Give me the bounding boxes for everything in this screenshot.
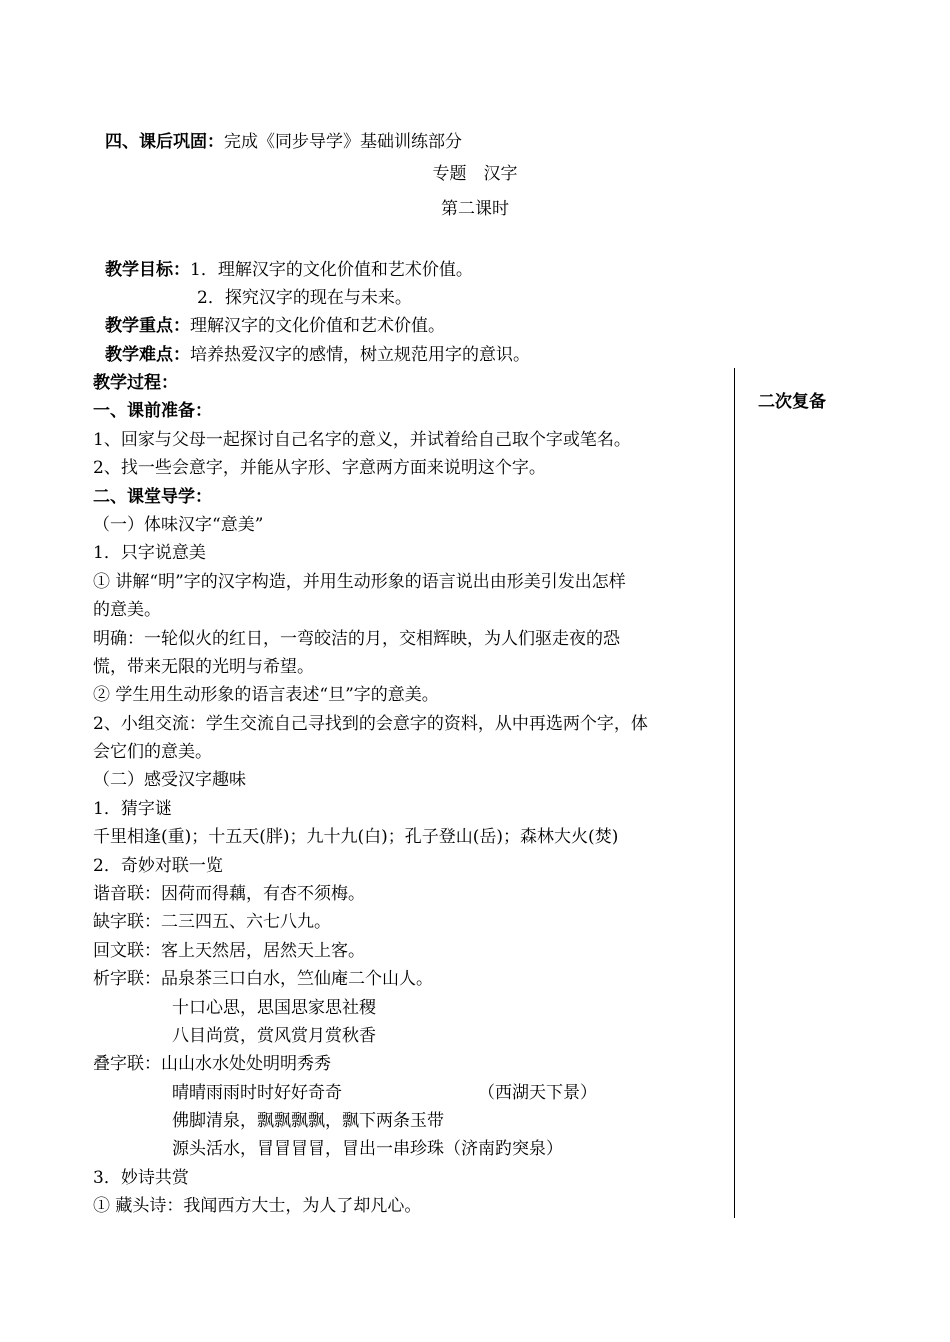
prep-item-2: 2、找一些会意字，并能从字形、字意两方面来说明这个字。 — [93, 458, 546, 478]
difficulty-text: 培养热爱汉字的感情，树立规范用字的意识。 — [190, 345, 530, 365]
part1-title: （一）体味汉字“意美” — [93, 515, 264, 535]
difficulty-label: 教学难点： — [105, 345, 190, 365]
couplet-analysis-1: 析字联：品泉茶三口白水，竺仙庵二个山人。 — [93, 969, 433, 989]
couplet-repeat-4: 源头活水，冒冒冒冒，冒出一串珍珠（济南趵突泉） — [172, 1139, 563, 1159]
goal-line-1 — [105, 258, 473, 282]
part2-title: （二）感受汉字趣味 — [93, 770, 246, 790]
after-class-line — [105, 130, 462, 154]
goal-1: 1．理解汉字的文化价值和艺术价值。 — [190, 260, 473, 280]
difficulty-line — [105, 343, 530, 367]
part2-item-3: 3．妙诗共赏 — [93, 1168, 189, 1188]
after-class-text: 完成《同步导学》基础训练部分 — [224, 132, 462, 152]
couplet-repeat-3: 佛脚清泉，飘飘飘飘，飘下两条玉带 — [172, 1111, 444, 1131]
acrostic-poem: ① 藏头诗：我闻西方大士，为人了却凡心。 — [93, 1196, 422, 1216]
class-title: 二、课堂导学： — [93, 487, 212, 507]
couplet-repeat-2: 晴晴雨雨时时好好奇奇 — [172, 1083, 342, 1103]
couplet-analysis-3: 八目尚赏，赏风赏月赏秋香 — [172, 1026, 376, 1046]
part1-a-line-2: 的意美。 — [93, 600, 161, 620]
revision-title: 二次复备 — [758, 392, 826, 412]
part1-b-line-1: 明确：一轮似火的红日，一弯皎洁的月，交相辉映，为人们驱走夜的恐 — [93, 629, 620, 649]
part1-a-line-1: ① 讲解“明”字的汉字构造，并用生动形象的语言说出由形美引发出怎样 — [93, 572, 626, 592]
key-label: 教学重点： — [105, 316, 190, 336]
part2-item-1: 1．猜字谜 — [93, 799, 172, 819]
prep-item-1: 1、回家与父母一起探讨自己名字的意义，并试着给自己取个字或笔名。 — [93, 430, 631, 450]
couplet-analysis-2: 十口心思，思国思家思社稷 — [172, 998, 376, 1018]
part2-item-2: 2．奇妙对联一览 — [93, 856, 223, 876]
couplet-repeat-1: 叠字联：山山水水处处明明秀秀 — [93, 1054, 331, 1074]
couplet-homophone: 谐音联：因荷而得藕，有杏不须梅。 — [93, 884, 365, 904]
part1-d-line-1: 2、小组交流：学生交流自己寻找到的会意字的资料，从中再选两个字，体 — [93, 714, 648, 734]
prep-title: 一、课前准备： — [93, 401, 212, 421]
couplet-palindrome: 回文联：客上天然居，居然天上客。 — [93, 941, 365, 961]
key-point-line — [105, 314, 445, 338]
after-class-label: 四、课后巩固： — [105, 132, 224, 152]
process-title: 教学过程： — [93, 373, 178, 393]
part1-c: ② 学生用生动形象的语言表述“旦”字的意美。 — [93, 685, 439, 705]
column-divider — [734, 368, 735, 1218]
couplet-repeat-2-note: （西湖天下景） — [478, 1083, 597, 1103]
lesson-title: 第二课时 — [441, 199, 509, 219]
goal-2: 2．探究汉字的现在与未来。 — [197, 288, 412, 308]
topic-title: 专题 汉字 — [432, 164, 518, 184]
key-text: 理解汉字的文化价值和艺术价值。 — [190, 316, 445, 336]
goal-label: 教学目标： — [105, 260, 190, 280]
couplet-missing: 缺字联：二三四五、六七八九。 — [93, 912, 331, 932]
part1-d-line-2: 会它们的意美。 — [93, 742, 212, 762]
part1-b-line-2: 慌，带来无限的光明与希望。 — [93, 657, 314, 677]
riddles: 千里相逢(重)；十五天(胖)；九十九(白)；孔子登山(岳)；森林大火(焚) — [93, 827, 619, 847]
part1-item-1: 1．只字说意美 — [93, 543, 206, 563]
